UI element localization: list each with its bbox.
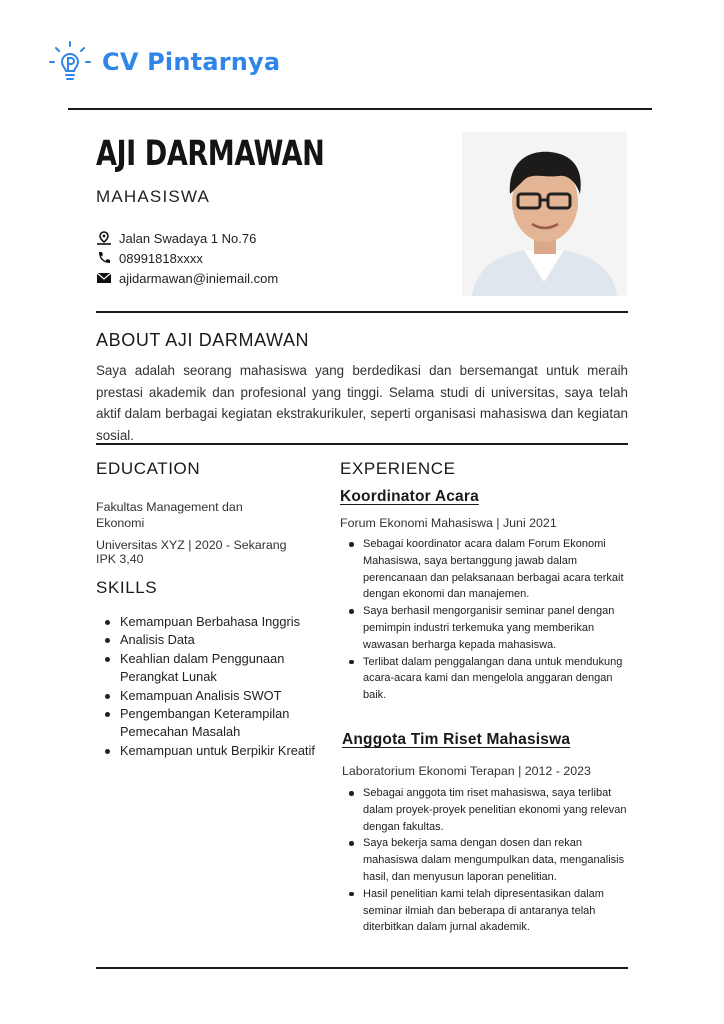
- candidate-name: AJI DARMAWAN: [96, 134, 325, 174]
- mail-icon: [96, 271, 112, 285]
- list-item: Saya bekerja sama dengan dosen dan rekan mahasiswa dalam mengumpulkan data, menganalisis hasil, dan menyusun laporan penelitian.: [343, 835, 633, 885]
- phone-icon: [96, 251, 112, 265]
- education-gpa: IPK 3,40: [96, 552, 144, 566]
- list-item: Sebagai koordinator acara dalam Forum Ekonomi Mahasiswa, saya bertanggung jawab dalam perencanaan dan pelaksanaan berbagai acara terkait dengan ekonomi dan manajemen.: [343, 536, 630, 603]
- brand-name: CV Pintarnya: [102, 48, 281, 76]
- education-title: EDUCATION: [96, 459, 201, 478]
- header-divider: [96, 311, 628, 313]
- list-item: Terlibat dalam penggalangan dana untuk mendukung acara-acara kami dan mengelola anggaran dengan baik.: [343, 654, 630, 704]
- email-text[interactable]: ajidarmawan@iniemail.com: [119, 270, 279, 286]
- about-divider: [96, 443, 628, 445]
- job-bullets: [343, 785, 633, 936]
- about-text: Saya adalah seorang mahasiswa yang berdedikasi dan bersemangat untuk meraih prestasi akademik dan profesional yang tinggi. Selama studi di universitas, saya telah aktif dalam berbagai kegiatan ekstrakurikuler, seperti organisasi mahasiswa dan kegiatan sosial.: [96, 363, 628, 443]
- bottom-divider: [96, 967, 628, 969]
- list-item: Sebagai anggota tim riset mahasiswa, saya terlibat dalam proyek-proyek penelitian ekonomi yang relevan dengan fakultas.: [343, 785, 633, 835]
- map-pin-icon: [96, 231, 112, 245]
- address-text: Jalan Swadaya 1 No.76: [119, 230, 257, 246]
- top-divider: [68, 108, 652, 110]
- list-item: Pengembangan Keterampilan Pemecahan Masalah: [100, 705, 315, 742]
- education-faculty: Fakultas Management dan Ekonomi: [96, 500, 243, 530]
- contact-address: [96, 228, 278, 248]
- education-university: Universitas XYZ | 2020 - Sekarang: [96, 538, 287, 552]
- list-item: Keahlian dalam Penggunaan Perangkat Lunak: [100, 650, 315, 687]
- list-item: Analisis Data: [100, 631, 315, 649]
- about-title: ABOUT AJI DARMAWAN: [96, 330, 310, 350]
- profile-photo: [462, 132, 627, 296]
- list-item: Saya berhasil mengorganisir seminar panel dengan pemimpin industri terkemuka yang memberikan wawasan berharga kepada mahasiswa.: [343, 603, 630, 653]
- job-bullets: [343, 536, 630, 704]
- candidate-role: MAHASISWA: [96, 187, 211, 206]
- contact-list: [96, 228, 278, 288]
- list-item: Kemampuan untuk Berpikir Kreatif: [100, 742, 315, 760]
- skills-list: [100, 613, 315, 760]
- experience-title: EXPERIENCE: [340, 459, 456, 478]
- list-item: Hasil penelitian kami telah dipresentasikan dalam seminar ilmiah dan beberapa di antaranya telah diterbitkan dalam jurnal akademik.: [343, 886, 633, 936]
- job-meta: Laboratorium Ekonomi Terapan | 2012 - 2023: [342, 764, 591, 778]
- job-title: Anggota Tim Riset Mahasiswa: [342, 731, 571, 748]
- contact-phone: [96, 248, 278, 268]
- job-title: Koordinator Acara: [340, 488, 479, 505]
- contact-email: [96, 268, 278, 288]
- brand-logo: [48, 40, 280, 84]
- skills-title: SKILLS: [96, 578, 158, 597]
- job-meta: Forum Ekonomi Mahasiswa | Juni 2021: [340, 516, 557, 530]
- lightbulb-p-icon: [48, 40, 92, 84]
- list-item: Kemampuan Analisis SWOT: [100, 687, 315, 705]
- list-item: Kemampuan Berbahasa Inggris: [100, 613, 315, 631]
- phone-text[interactable]: 08991818xxxx: [119, 250, 203, 266]
